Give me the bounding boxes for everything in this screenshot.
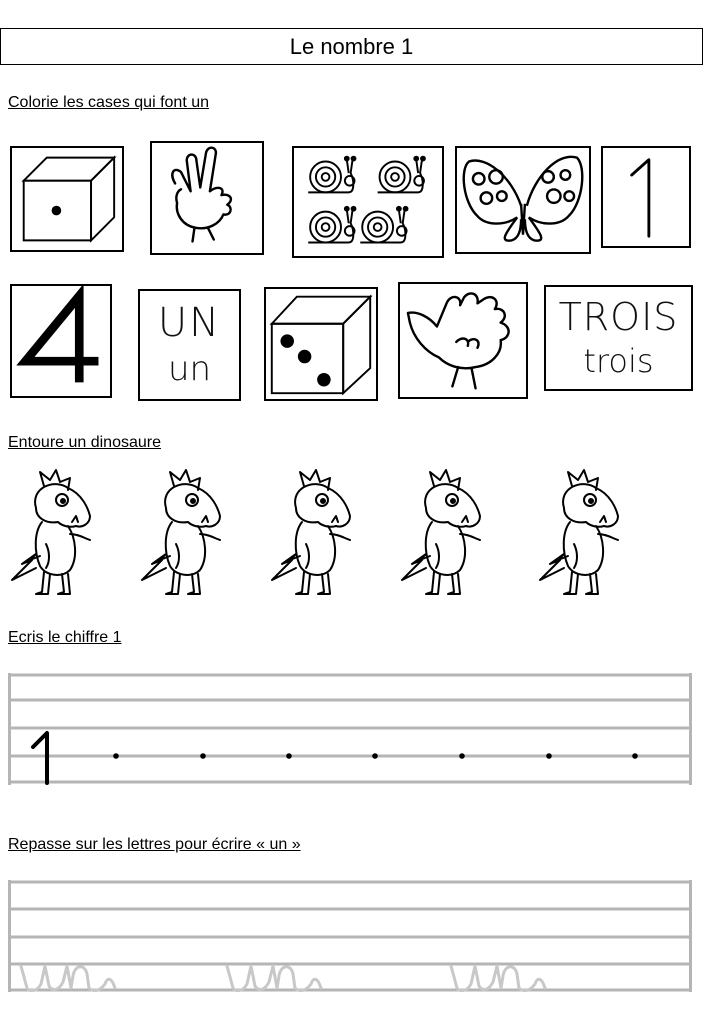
page-title-text: Le nombre 1 (289, 33, 414, 59)
dinosaur-icon (136, 468, 232, 598)
section-heading-entoure: Entoure un dinosaure (8, 434, 161, 451)
dinosaur-2[interactable] (136, 468, 232, 598)
digit-one-glyph (603, 148, 689, 246)
dinosaur-1[interactable] (6, 468, 102, 598)
hand-three-fingers-icon (152, 143, 262, 253)
hand-fist-icon (400, 284, 526, 397)
guide-lines (11, 880, 689, 992)
card-die-three[interactable] (264, 287, 378, 401)
card-butterfly[interactable] (455, 146, 591, 254)
model-digit-one (33, 733, 47, 783)
dinosaur-icon (534, 468, 630, 598)
page-title (0, 28, 703, 65)
trace-word-un-2 (227, 966, 321, 991)
dinosaur-5[interactable] (534, 468, 630, 598)
word-trois-lowercase: trois (583, 342, 654, 380)
dinosaur-icon (396, 468, 492, 598)
card-snails-four[interactable] (292, 146, 444, 258)
card-digit-four[interactable] (10, 284, 112, 398)
guide-lines (11, 673, 689, 785)
dinosaur-3[interactable] (266, 468, 362, 598)
card-digit-one[interactable] (601, 146, 691, 248)
card-hand-three[interactable] (150, 141, 264, 255)
word-un-uppercase: UN (157, 300, 222, 346)
die-three-icon (266, 289, 376, 399)
card-die-one[interactable] (10, 146, 124, 252)
writing-lines-trace[interactable] (8, 880, 692, 992)
digit-four-glyph (12, 286, 110, 396)
word-un-lowercase: un (167, 349, 212, 389)
section-heading-ecris: Ecris le chiffre 1 (8, 629, 122, 646)
snails-icon (294, 148, 442, 256)
trace-word-un-3 (451, 966, 545, 991)
trace-word-un-1 (21, 966, 115, 991)
section-heading-colorie: Colorie les cases qui font un (8, 94, 209, 111)
dinosaur-icon (266, 468, 362, 598)
card-word-trois[interactable] (544, 285, 693, 391)
card-word-un[interactable] (138, 289, 241, 401)
card-hand-fist[interactable] (398, 282, 528, 399)
dinosaur-icon (6, 468, 102, 598)
butterfly-icon (457, 148, 589, 252)
section-heading-repasse: Repasse sur les lettres pour écrire « un » (8, 836, 301, 853)
writing-lines-digit[interactable] (8, 673, 692, 785)
dinosaur-4[interactable] (396, 468, 492, 598)
die-one-icon (12, 148, 122, 250)
word-trois-uppercase: TROIS (558, 295, 679, 339)
